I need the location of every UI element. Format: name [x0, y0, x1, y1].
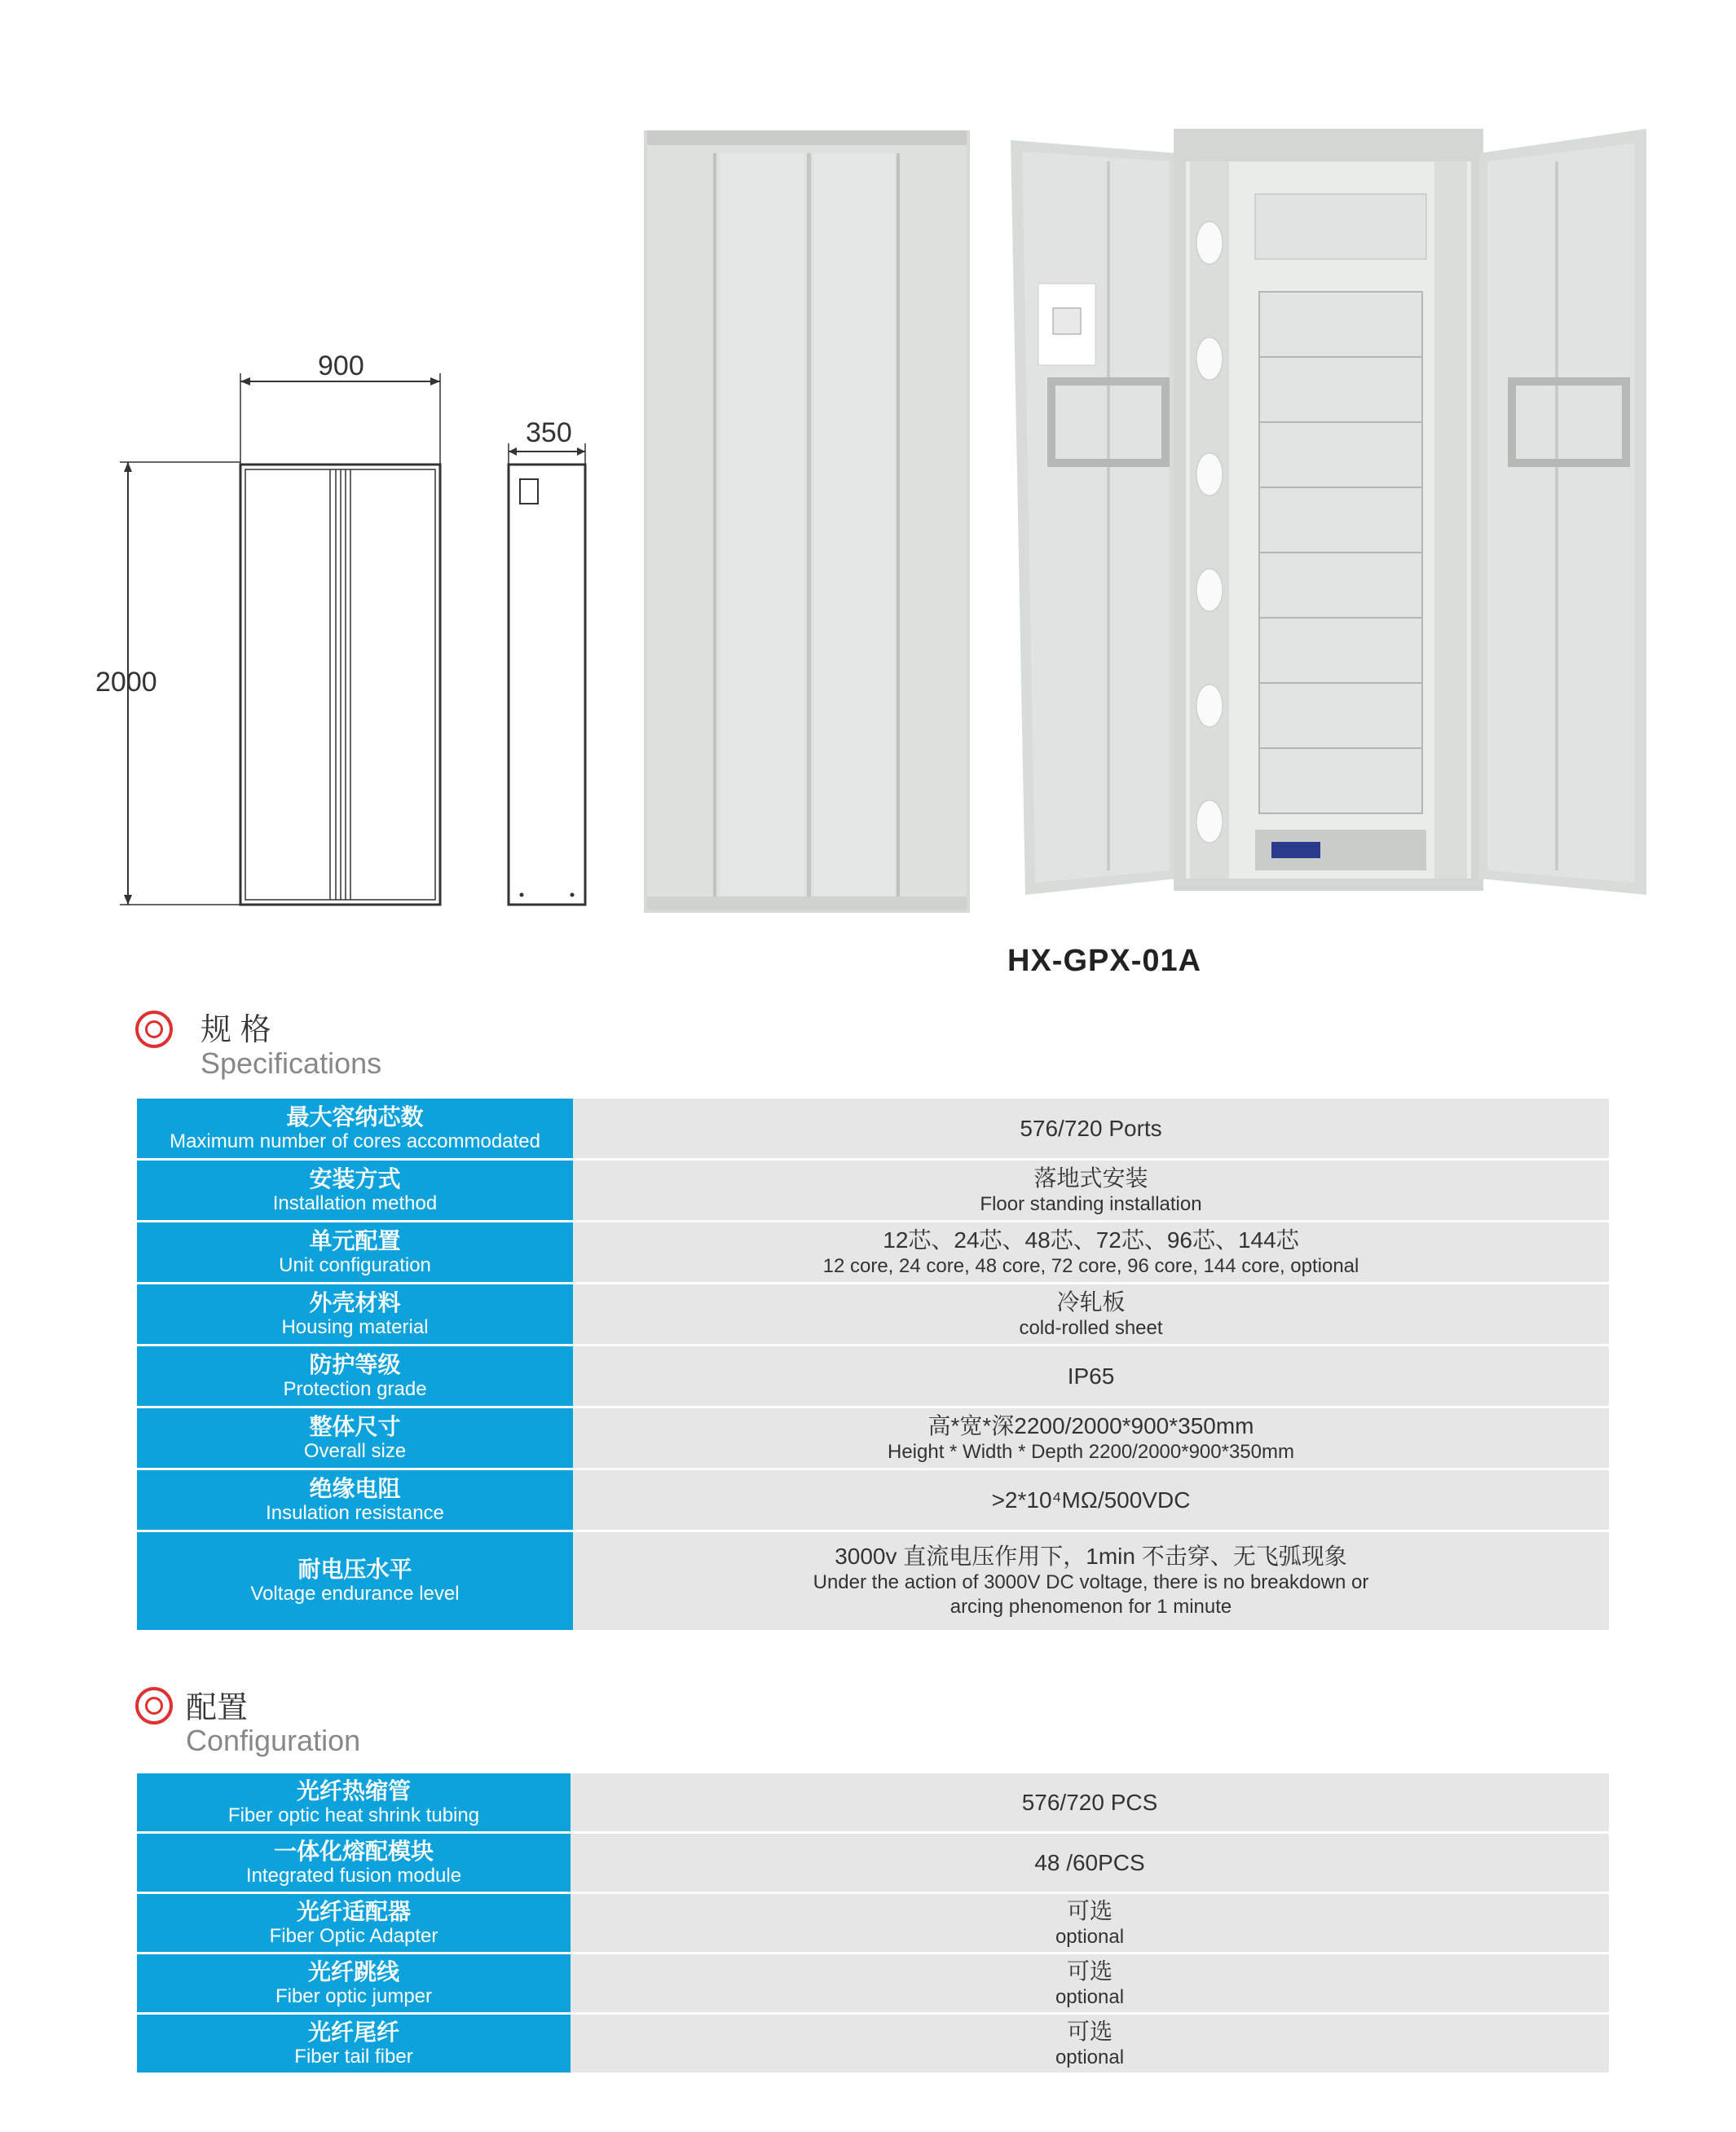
spec-value: 落地式安装 Floor standing installation [573, 1161, 1609, 1220]
table-row [137, 1346, 1609, 1406]
table-row [137, 2015, 1609, 2073]
table-row [137, 1532, 1609, 1630]
table-row [137, 1284, 1609, 1344]
spec-value: 12芯、24芯、48芯、72芯、96芯、144芯 12 core, 24 core, 48 core, 72 core, 96 core, 144 core, optional [573, 1222, 1609, 1282]
height-dimension-label: 2000 [95, 667, 157, 698]
configuration-table [137, 1771, 1609, 2075]
spec-key: 外壳材料 Housing material [137, 1284, 573, 1344]
spec-key: 整体尺寸 Overall size [137, 1408, 573, 1468]
spec-key: 安装方式 Installation method [137, 1161, 573, 1220]
spec-value: 高*宽*深2200/2000*900*350mm Height * Width * Depth 2200/2000*900*350mm [573, 1408, 1609, 1468]
specifications-title-cn: 规 格 [200, 1013, 271, 1047]
table-row [137, 1470, 1609, 1530]
spec-value: IP65 [573, 1346, 1609, 1406]
spec-key: 单元配置 Unit configuration [137, 1222, 573, 1282]
config-value: 48 /60PCS [571, 1834, 1609, 1892]
specifications-table [137, 1096, 1609, 1632]
section-marker-icon [135, 1011, 173, 1048]
table-row [137, 1894, 1609, 1952]
table-row [137, 1222, 1609, 1282]
config-value: 可选 optional [571, 2015, 1609, 2073]
config-value: 可选 optional [571, 1894, 1609, 1952]
cabinet-closed-photo [644, 130, 978, 913]
section-marker-icon [135, 1687, 173, 1725]
spec-key: 防护等级 Protection grade [137, 1346, 573, 1406]
config-key: 光纤适配器 Fiber Optic Adapter [137, 1894, 571, 1952]
spec-key: 耐电压水平 Voltage endurance level [137, 1532, 573, 1630]
table-row [137, 1773, 1609, 1831]
spec-value: 576/720 Ports [573, 1099, 1609, 1158]
cabinet-open-photo [1011, 129, 1646, 903]
table-row [137, 1099, 1609, 1158]
table-row [137, 1408, 1609, 1468]
config-value: 可选 optional [571, 1954, 1609, 2012]
spec-value: 冷轧板 cold-rolled sheet [573, 1284, 1609, 1344]
config-key: 一体化熔配模块 Integrated fusion module [137, 1834, 571, 1892]
config-key: 光纤热缩管 Fiber optic heat shrink tubing [137, 1773, 571, 1831]
depth-dimension-label: 350 [526, 417, 572, 448]
configuration-title-en: Configuration [186, 1724, 361, 1757]
table-row [137, 1954, 1609, 2012]
config-value: 576/720 PCS [571, 1773, 1609, 1831]
spec-key: 最大容纳芯数 Maximum number of cores accommodated [137, 1099, 573, 1158]
configuration-title-cn: 配置 [186, 1691, 249, 1725]
spec-value: 3000v 直流电压作用下，1min 不击穿、无飞弧现象 Under the action of 3000V DC voltage, there is no breakdown or arcing phenomenon for 1 minute [573, 1532, 1609, 1630]
table-row [137, 1161, 1609, 1220]
config-key: 光纤跳线 Fiber optic jumper [137, 1954, 571, 2012]
product-model: HX-GPX-01A [1007, 944, 1202, 978]
specifications-title-en: Specifications [200, 1046, 382, 1080]
spec-value: >2*10⁴MΩ/500VDC [573, 1470, 1609, 1530]
spec-key: 绝缘电阻 Insulation resistance [137, 1470, 573, 1530]
table-row [137, 1834, 1609, 1892]
config-key: 光纤尾纤 Fiber tail fiber [137, 2015, 571, 2073]
width-dimension-label: 900 [318, 350, 364, 381]
